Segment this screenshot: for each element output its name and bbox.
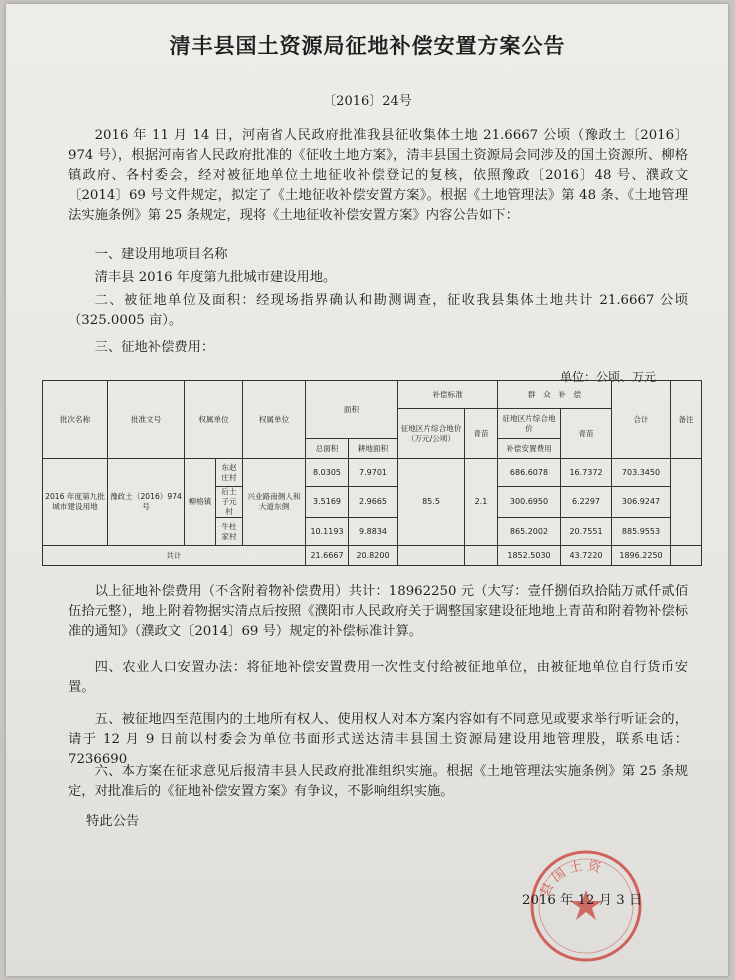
paragraph-intro: 2016 年 11 月 14 日，河南省人民政府批准我县征收集体土地 21.6667 公顷（豫政土〔2016〕974 号），根据河南省人民政府批准的《征收土地方案》，清丰县国土资源局会同涉及的国土资源所、柳格镇政府、各村委会，经对被征地单位土地征收补偿登记的复核，依照豫政〔2016〕48 号、濮政文〔2014〕69 号文件规定，拟定了《土地征收补偿安置方案》。根据《土地管理法》第 48 条、《土地管理法实施条例》第 25 条规定，现将《土地征收补偿安置方案》内容公告如下： (68, 128, 688, 223)
section-1-text: 清丰县 2016 年度第九批城市建设用地。 (94, 270, 337, 285)
grand-total: 1896.2250 (612, 546, 671, 566)
ownership-cell: 兴业路南侧人和大道东侧 (243, 459, 306, 546)
section-6-text: 六、本方案在征求意见后报清丰县人民政府批准组织实施。根据《土地管理法实施条例》第 25 条规定，对批准后的《征地补偿安置方案》有争议，不影响组织实施。 (68, 764, 688, 799)
arable-area-cell: 2.9665 (349, 487, 398, 518)
total-area-sum: 21.6667 (306, 546, 349, 566)
total-area-cell: 8.0305 (306, 459, 349, 487)
sum-cell: 703.3450 (612, 459, 671, 487)
header-ownership: 权属单位 (243, 381, 306, 459)
comp-fee-cell: 300.6950 (498, 487, 561, 518)
arable-area-sum: 20.8200 (349, 546, 398, 566)
seedling-fee-cell: 16.7372 (561, 459, 612, 487)
approval-no-cell: 豫政土（2016）974 号 (108, 459, 185, 546)
town-cell: 柳格镇 (185, 459, 216, 546)
seedling-fee-sum: 43.7220 (561, 546, 612, 566)
village-cell: 牛杜家村 (216, 518, 243, 546)
total-label: 共计 (43, 546, 306, 566)
unit-label: 单位：公顷、万元 (560, 370, 657, 384)
header-total-area: 总面积 (306, 439, 349, 459)
std-price-empty (398, 546, 465, 566)
document-date: 2016 年 12 月 3 日 (522, 893, 643, 908)
header-approval-no: 批准文号 (108, 381, 185, 459)
header-mass-comp: 群 众 补 偿 (498, 381, 612, 409)
section-4-text: 四、农业人口安置办法：将征地补偿安置费用一次性支付给被征地单位，由被征地单位自行货币安置。 (68, 660, 688, 695)
section-5-text: 五、被征地四至范围内的土地所有权人、使用权人对本方案内容如有不同意见或要求举行听证会的，请于 12 月 9 日前以村委会为单位书面形式送达清丰县国土资源局建设用地管理股，联系电话：7236690 (68, 712, 688, 767)
remark-empty (671, 546, 702, 566)
stamp-text: 县国土资 (537, 858, 607, 900)
section-1-heading: 一、建设用地项目名称 (94, 247, 228, 262)
arable-area-cell: 7.9701 (349, 459, 398, 487)
arable-area-cell: 9.8834 (349, 518, 398, 546)
table-row (43, 459, 702, 487)
section-3-heading: 三、征地补偿费用： (94, 340, 215, 355)
closing-text: 特此公告 (86, 814, 140, 829)
table-total-row (43, 546, 702, 566)
total-area-cell: 3.5169 (306, 487, 349, 518)
seedling-fee-cell: 20.7551 (561, 518, 612, 546)
header-owner-unit: 权属单位 (185, 381, 243, 459)
header-seedling-2: 青苗 (561, 409, 612, 459)
document-number: 〔2016〕24号 (323, 94, 412, 109)
paragraph-after-table: 以上征地补偿费用（不含附着物补偿费用）共计：18962250 元（大写：壹仟捌佰玖拾陆万贰仟贰佰伍拾元整），地上附着物据实清点后按照《濮阳市人民政府关于调整国家建设征地地上青苗和附着物补偿标准的通知》（濮政文〔2014〕69 号）规定的补偿标准计算。 (68, 584, 688, 639)
total-area-cell: 10.1193 (306, 518, 349, 546)
comp-fee-cell: 865.2002 (498, 518, 561, 546)
std-seedling-cell: 2.1 (465, 459, 498, 546)
sum-cell: 885.9553 (612, 518, 671, 546)
header-remark: 备注 (671, 381, 702, 459)
header-area: 面积 (306, 381, 398, 439)
village-cell: 后土子元村 (216, 487, 243, 518)
std-seedling-empty (465, 546, 498, 566)
header-total: 合计 (612, 381, 671, 459)
header-composite-price-2: 征地区片综合地价 (498, 409, 561, 439)
village-cell: 东赵庄村 (216, 459, 243, 487)
header-comp-fee: 补偿安置费用 (498, 439, 561, 459)
header-seedling: 青苗 (465, 409, 498, 459)
header-standard: 补偿标准 (398, 381, 498, 409)
section-2-text: 二、被征地单位及面积：经现场指界确认和勘测调查，征收我县集体土地共计 21.6667 公顷（325.0005 亩）。 (68, 293, 688, 328)
compensation-table (42, 380, 702, 566)
batch-name-cell: 2016 年度第九批城市建设用地 (43, 459, 108, 546)
std-price-cell: 85.5 (398, 459, 465, 546)
seedling-fee-cell: 6.2297 (561, 487, 612, 518)
header-arable-area: 耕地面积 (349, 439, 398, 459)
comp-fee-cell: 686.6078 (498, 459, 561, 487)
comp-fee-sum: 1852.5030 (498, 546, 561, 566)
remark-cell (671, 459, 702, 546)
document-title: 清丰县国土资源局征地补偿安置方案公告 (169, 34, 566, 58)
sum-cell: 306.9247 (612, 487, 671, 518)
header-composite-price: 征地区片综合地价（万元/公顷） (398, 409, 465, 459)
header-batch-name: 批次名称 (43, 381, 108, 459)
